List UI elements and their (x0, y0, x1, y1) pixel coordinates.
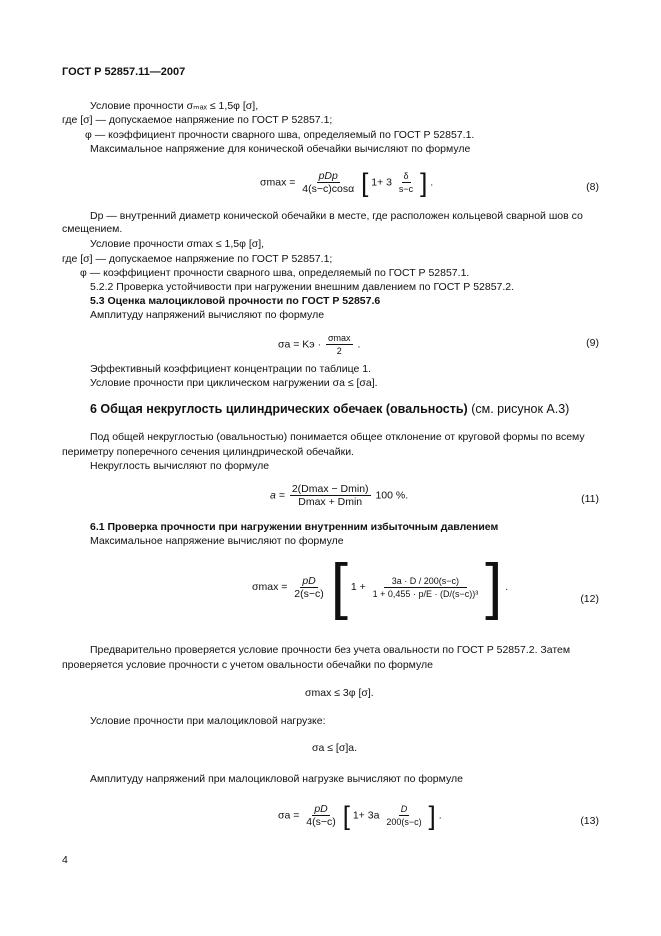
equation-11-number: (11) (581, 493, 599, 505)
equation-strength-condition: σmax ≤ 3φ [σ]. (305, 687, 374, 699)
eq12-lhs: σmax = (252, 580, 288, 593)
eq8-tail: . (430, 176, 434, 189)
equation-13-number: (13) (580, 815, 599, 827)
paragraph: Эффективный коэффициент концентрации по таблице 1. (90, 363, 372, 375)
section-heading-6-title: 6 Общая некруглость цилиндрических обечаек (овальность) (90, 402, 468, 416)
eq13-inner-numerator: D (400, 804, 408, 814)
paragraph: Условие прочности σₘₐₓ ≤ 1,5φ [σ], (90, 100, 259, 112)
page-header-title: ГОСТ Р 52857.11—2007 (62, 66, 186, 78)
paragraph: Условие прочности при малоцикловой нагрузке: (90, 715, 326, 727)
eq13-lead: 1+ 3a (352, 809, 380, 822)
eq13-inner-fraction (384, 803, 423, 828)
eq9-lhs: σa = Kэ · (278, 338, 322, 351)
equation-13 (278, 800, 442, 831)
eq8-fraction (300, 170, 356, 195)
eq11-denominator: Dmax + Dmin (298, 496, 363, 508)
eq8-numerator: pDp (318, 170, 338, 182)
eq8-open-bracket: [ (361, 167, 369, 198)
eq11-fraction (290, 483, 371, 508)
paragraph: 5.2.2 Проверка устойчивости при нагружении внешним давлением по ГОСТ Р 52857.2. (90, 281, 515, 293)
eq8-inner-denominator: s−c (398, 184, 414, 194)
eq12-denominator: 2(s−c) (294, 587, 324, 600)
eq11-lhs: a = (270, 489, 285, 502)
eq12-big-numerator: 3a · D / 200(s−c) (384, 575, 467, 588)
paragraph: Под общей некруглостью (овальностью) понимается общее отклонение от круговой формы по всему (90, 431, 585, 443)
eq13-fraction (304, 803, 337, 828)
eq9-denominator: 2 (336, 346, 342, 356)
eq13-numerator: pD (314, 803, 328, 815)
eq8-bracket-lead: 1+ 3 (371, 176, 392, 189)
paragraph: Условие прочности при циклическом нагружении σa ≤ [σa]. (90, 377, 378, 389)
paragraph: Максимальное напряжение вычисляют по формуле (90, 535, 344, 547)
eq13-open-bracket: [ (342, 800, 350, 831)
equation-9-number: (9) (586, 337, 599, 349)
eq13-inner-denominator: 200(s−c) (386, 817, 422, 827)
paragraph: φ — коэффициент прочности сварного шва, определяемый по ГОСТ Р 52857.1. (85, 129, 475, 141)
paragraph: проверяется условие прочности с учетом овальности обечайки по формуле (62, 659, 433, 671)
equation-low-cycle-condition: σa ≤ [σ]a. (312, 742, 357, 754)
paragraph: Некруглость вычисляют по формуле (90, 460, 270, 472)
eq12-open-bracket: [ (330, 552, 348, 621)
eq9-tail: . (357, 338, 361, 351)
equation-8 (260, 167, 434, 198)
paragraph: периметру поперечного сечения цилиндрической обечайки. (62, 446, 354, 458)
eq12-fraction (292, 575, 325, 600)
equation-8-number: (8) (586, 181, 599, 193)
eq11-tail: 100 %. (375, 489, 409, 502)
eq9-fraction (326, 332, 353, 357)
paragraph: где [σ] — допускаемое напряжение по ГОСТ Р 52857.1; (62, 253, 333, 265)
eq13-close-bracket: ] (428, 800, 436, 831)
eq8-lhs: σmax = (260, 176, 296, 189)
eq8-inner-fraction (397, 170, 415, 195)
eq12-big-denominator: 1 + 0,455 · p/E · (D/(s−c))³ (372, 588, 479, 599)
paragraph: Предварительно проверяется условие прочности без учета овальности по ГОСТ Р 52857.2. Затем (90, 644, 571, 656)
paragraph: Условие прочности σmax ≤ 1,5φ [σ], (90, 238, 265, 250)
paragraph: где [σ] — допускаемое напряжение по ГОСТ Р 52857.1; (62, 114, 333, 126)
eq13-denominator: 4(s−c) (306, 816, 336, 828)
section-heading-6 (90, 401, 569, 417)
eq12-tail: . (505, 580, 509, 593)
eq12-big-fraction (371, 575, 481, 600)
eq12-lead: 1 + (350, 580, 366, 593)
eq12-close-bracket: ] (485, 552, 503, 621)
eq13-tail: . (438, 809, 442, 822)
paragraph: Амплитуду напряжений при малоцикловой нагрузке вычисляют по формуле (90, 773, 463, 785)
paragraph: φ — коэффициент прочности сварного шва, определяемый по ГОСТ Р 52857.1. (80, 267, 470, 279)
paragraph: Dp — внутренний диаметр конической обечайки в месте, где расположен кольцевой сварной шов со (90, 210, 583, 222)
eq13-lhs: σa = (278, 809, 300, 822)
section-heading-6-reference: (см. рисунок А.3) (467, 402, 570, 416)
eq12-numerator: pD (302, 574, 316, 587)
equation-11 (270, 483, 408, 508)
eq8-close-bracket: ] (420, 167, 428, 198)
eq8-denominator: 4(s−c)cosα (302, 183, 355, 195)
equation-12 (252, 552, 509, 621)
eq9-numerator: σmax (327, 333, 351, 343)
section-heading-6-1: 6.1 Проверка прочности при нагружении внутренним избыточным давлением (90, 521, 499, 533)
eq8-inner-numerator: δ (403, 171, 409, 181)
eq11-numerator: 2(Dmax − Dmin) (291, 483, 369, 495)
page-number: 4 (62, 854, 68, 866)
section-heading-5-3: 5.3 Оценка малоцикловой прочности по ГОСТ Р 52857.6 (90, 295, 381, 307)
equation-12-number: (12) (580, 593, 599, 605)
paragraph: Максимальное напряжение для конической обечайки вычисляют по формуле (90, 143, 471, 155)
paragraph: смещением. (62, 223, 123, 235)
paragraph: Амплитуду напряжений вычисляют по формуле (90, 309, 325, 321)
equation-9 (278, 332, 360, 357)
